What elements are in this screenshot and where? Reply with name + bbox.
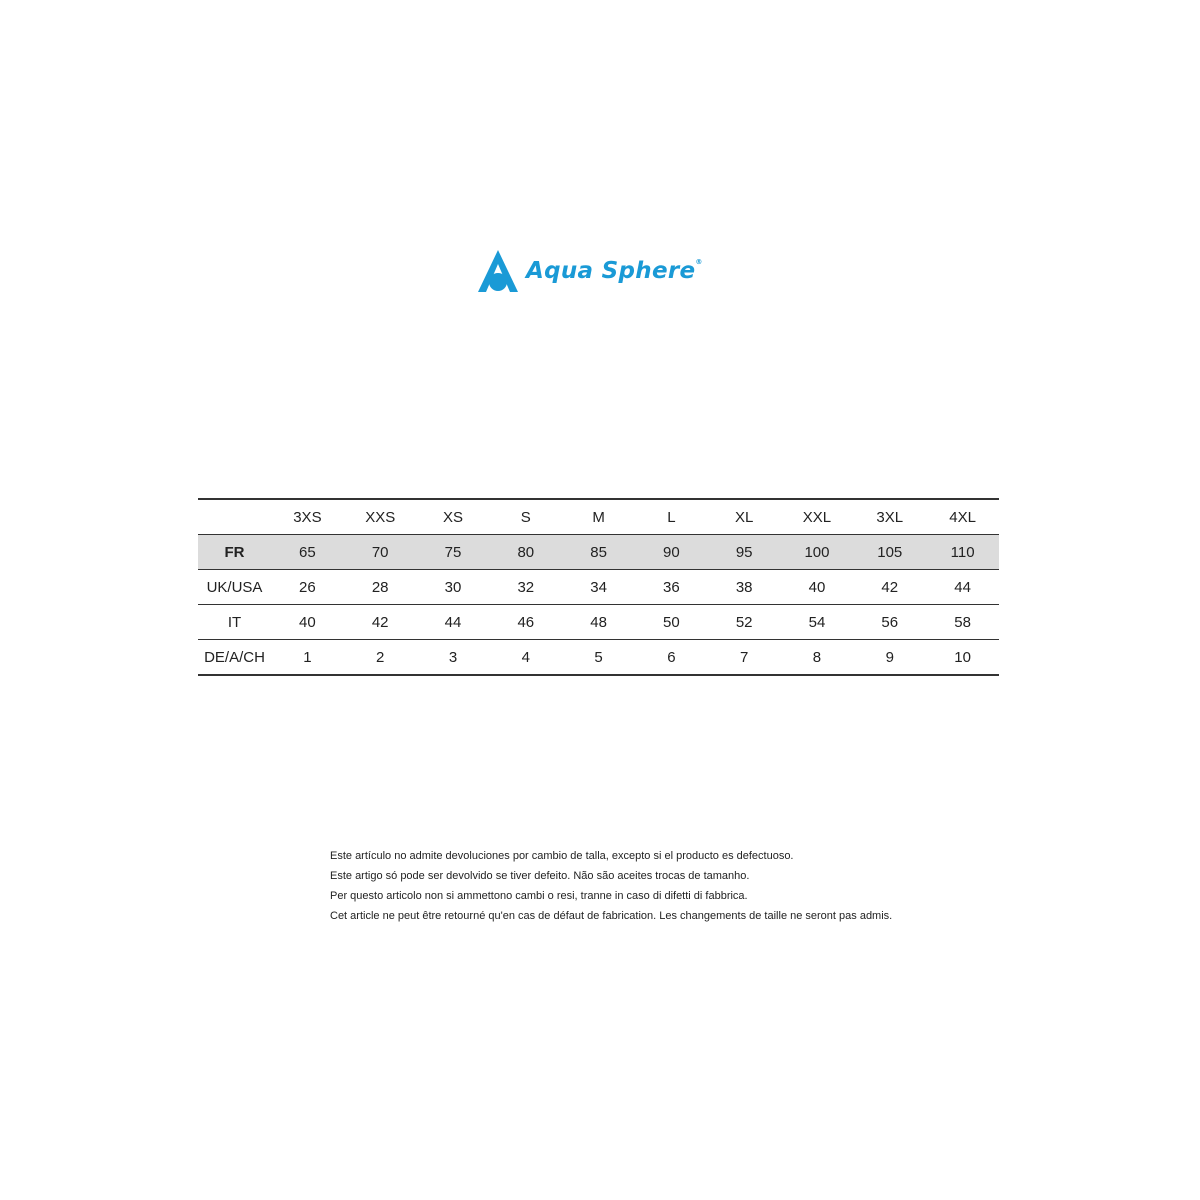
table-cell: 28 [371,578,389,596]
row-label: IT [227,613,242,631]
aqua-sphere-logo-icon [474,248,522,296]
table-cell: 40 [299,613,316,631]
brand-name: Aqua Sphere® [526,258,703,284]
note-portuguese: Este artigo só pode ser devolvido se tiver defeito. Não são aceites trocas de tamanho. [330,870,750,882]
table-cell: 100 [804,543,830,561]
table-cell: 38 [735,578,753,596]
column-header: XXS [365,508,396,526]
table-cell: 30 [444,578,462,596]
table-header-row [198,499,999,535]
table-cell: 32 [517,578,535,596]
table-cell: 105 [877,543,903,561]
table-cell: 65 [299,543,316,561]
table-cell: 10 [954,648,971,666]
table-cell: 80 [517,543,535,561]
table-cell: 3 [448,648,458,666]
column-header: XXL [802,508,832,526]
table-row-it [198,605,999,640]
column-header: XL [735,508,754,526]
note-french: Cet article ne peut être retourné qu'en cas de défaut de fabrication. Les changements de taille ne seront pas admis. [330,910,893,922]
registered-mark: ® [695,258,703,266]
table-cell: 58 [954,613,971,631]
table-cell: 8 [812,648,822,666]
table-cell: 26 [299,578,316,596]
brand-logo [474,248,724,296]
column-header [198,499,271,535]
table-cell: 36 [663,578,680,596]
table-cell: 1 [303,648,312,666]
column-header: 3XL [876,508,904,526]
table-cell: 70 [371,543,389,561]
return-policy-notes [330,846,1030,926]
table-cell: 85 [590,543,607,561]
size-conversion-table [198,498,999,676]
table-cell: 34 [590,578,607,596]
table-cell: 95 [735,543,753,561]
table-cell: 2 [376,648,385,666]
table-cell: 5 [594,648,603,666]
table-row-fr [198,535,999,570]
table-cell: 50 [663,613,680,631]
table-cell: 54 [808,613,826,631]
table-cell: 110 [950,543,975,561]
table-cell: 44 [444,613,462,631]
table-cell: 44 [954,578,971,596]
note-spanish: Este artículo no admite devoluciones por cambio de talla, excepto si el producto es defectuoso. [330,850,794,862]
table-cell: 9 [885,648,894,666]
table-cell: 56 [881,613,899,631]
table-cell: 42 [371,613,389,631]
column-header: 3XS [293,508,322,526]
row-label: DE/A/CH [204,648,265,666]
table-cell: 40 [808,578,826,596]
column-header: L [667,508,676,526]
column-header: S [520,508,531,526]
table-cell: 75 [444,543,462,561]
table-cell: 6 [667,648,676,666]
table-cell: 48 [590,613,607,631]
table-cell: 42 [881,578,899,596]
table-cell: 90 [663,543,680,561]
table-cell: 52 [735,613,753,631]
table-cell: 7 [740,648,749,666]
column-header: 4XL [949,508,976,526]
table-cell: 46 [517,613,535,631]
note-italian: Per questo articolo non si ammettono cambi o resi, tranne in caso di difetti di fabbrica. [330,890,748,902]
column-header: XS [442,508,463,526]
table-cell: 4 [521,648,530,666]
row-label: UK/USA [206,578,263,596]
table-row-uk-usa [198,570,999,605]
row-label: FR [224,543,245,561]
table-row-de-a-ch [198,640,999,676]
column-header: M [592,508,605,526]
